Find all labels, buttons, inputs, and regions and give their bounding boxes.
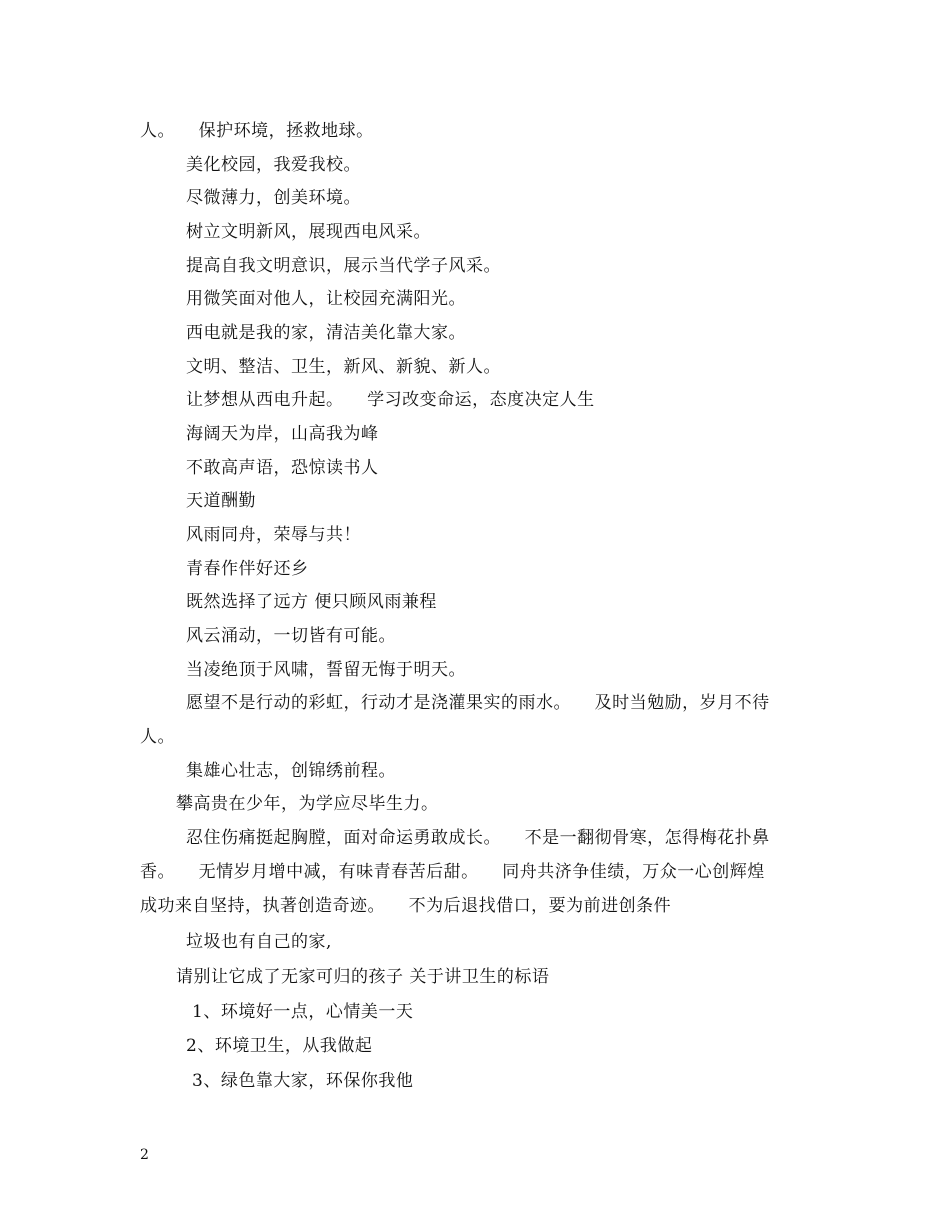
text-line: 愿望不是行动的彩虹，行动才是浇灌果实的雨水。 及时当勉励，岁月不待	[186, 693, 770, 713]
text-line: 西电就是我的家，清洁美化靠大家。	[186, 323, 466, 343]
text-line: 天道酬勤	[186, 491, 256, 511]
text-line: 风雨同舟，荣辱与共！	[186, 525, 361, 545]
text-line: 风云涌动，一切皆有可能。	[186, 626, 396, 646]
text-line: 美化校园，我爱我校。	[186, 155, 361, 175]
text-line: 青春作伴好还乡	[186, 559, 309, 579]
text-line: 尽微薄力，创美环境。	[186, 188, 361, 208]
page-number: 2	[140, 1147, 149, 1163]
text-line: 1、环境好一点，心情美一天	[192, 1002, 414, 1022]
text-line: 既然选择了远方 便只顾风雨兼程	[186, 592, 437, 612]
text-line: 2、环境卫生，从我做起	[186, 1036, 373, 1056]
text-line: 让梦想从西电升起。 学习改变命运，态度决定人生	[186, 390, 595, 410]
text-line: 成功来自坚持，执著创造奇迹。 不为后退找借口，要为前进创条件	[140, 896, 672, 916]
text-line: 当凌绝顶于风啸，誓留无悔于明天。	[186, 660, 466, 680]
text-line: 攀高贵在少年，为学应尽毕生力。	[176, 794, 439, 814]
text-line: 忍住伤痛挺起胸膛，面对命运勇敢成长。 不是一翻彻骨寒，怎得梅花扑鼻	[186, 828, 770, 848]
text-line: 海阔天为岸，山高我为峰	[186, 424, 379, 444]
text-line: 人。 保护环境，拯救地球。	[140, 121, 374, 141]
text-line: 树立文明新风，展现西电风采。	[186, 222, 431, 242]
text-line: 用微笑面对他人，让校园充满阳光。	[186, 289, 466, 309]
text-line: 提高自我文明意识，展示当代学子风采。	[186, 256, 501, 276]
text-line: 人。	[140, 727, 175, 747]
text-line: 集雄心壮志，创锦绣前程。	[186, 761, 396, 781]
text-line: 请别让它成了无家可归的孩子 关于讲卫生的标语	[176, 967, 550, 987]
text-line: 文明、整洁、卫生，新风、新貌、新人。	[186, 357, 501, 377]
text-line: 垃圾也有自己的家,	[186, 932, 332, 952]
text-line: 香。 无情岁月增中减，有味青春苦后甜。 同舟共济争佳绩，万众一心创辉煌	[140, 862, 765, 882]
text-line: 不敢高声语，恐惊读书人	[186, 458, 379, 478]
text-line: 3、绿色靠大家，环保你我他	[192, 1071, 414, 1091]
